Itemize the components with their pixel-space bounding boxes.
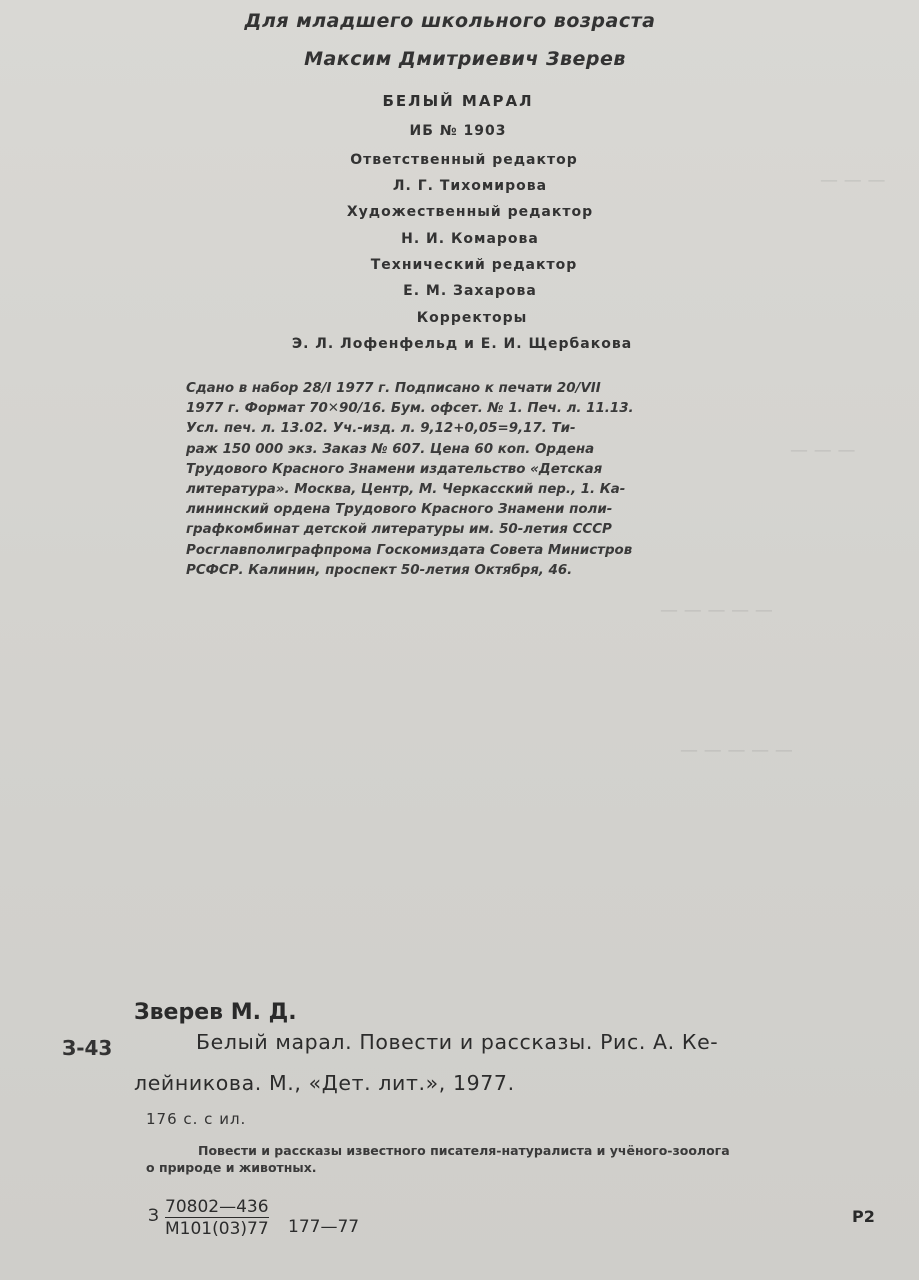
editor-role: Ответственный редактор — [350, 152, 578, 168]
ib-number: ИБ № 1903 — [409, 123, 507, 139]
catalog-author: Зверев М. Д. — [134, 1000, 297, 1025]
imprint-line: лининский ордена Трудового Красного Знамени поли- — [186, 502, 613, 518]
imprint-line: графкомбинат детской литературы им. 50-летия СССР — [186, 522, 612, 538]
imprint-line: 1977 г. Формат 70✕90/16. Бум. офсет. № 1. Печ. л. 11.13. — [186, 401, 634, 417]
imprint-line: Усл. печ. л. 13.02. Уч.-изд. л. 9,12+0,05=9,17. Ти- — [186, 421, 576, 437]
tech-editor-name: Е. М. Захарова — [403, 283, 537, 299]
imprint-line: Сдано в набор 28/I 1977 г. Подписано к печати 20/VII — [186, 381, 601, 396]
print-imprint — [186, 379, 751, 581]
annotation-line: Повести и рассказы известного писателя-натуралиста и учёного-зоолога — [198, 1143, 730, 1158]
author-full-name: Максим Дмитриевич Зверев — [304, 48, 626, 70]
show-through-mark: — — — — — — [680, 740, 793, 761]
show-through-mark: — — — — [820, 170, 886, 191]
index-tail: 177—77 — [288, 1217, 360, 1237]
annotation-line: о природе и животных. — [146, 1160, 317, 1175]
catalog-description-line2: лейникова. М., «Дет. лит.», 1977. — [134, 1071, 515, 1095]
imprint-line: Росглавполиграфпрома Госкомиздата Совета Министров — [186, 542, 633, 558]
index-prefix: З — [148, 1206, 159, 1226]
proofreaders-role: Корректоры — [416, 310, 528, 326]
bbk-code: Р2 — [852, 1207, 875, 1226]
editor-name: Л. Г. Тихомирова — [392, 178, 548, 194]
index-numerator: 70802—436 — [165, 1197, 269, 1217]
art-editor-role: Художественный редактор — [346, 204, 594, 220]
show-through-mark: — — — — [790, 440, 856, 461]
catalog-description-line1: Белый марал. Повести и рассказы. Рис. А. Ке- — [196, 1030, 719, 1054]
catalog-class-code: З-43 — [62, 1036, 113, 1060]
index-denominator: М101(03)77 — [165, 1219, 269, 1239]
imprint-line: раж 150 000 экз. Заказ № 607. Цена 60 коп. Ордена — [186, 441, 595, 457]
book-title: БЕЛЫЙ МАРАЛ — [382, 92, 534, 110]
imprint-line: Трудового Красного Знамени издательство «Детская — [186, 461, 603, 477]
proofreaders-names: Э. Л. Лофенфельд и Е. И. Щербакова — [291, 336, 633, 352]
age-group-label: Для младшего школьного возраста — [244, 10, 656, 32]
art-editor-name: Н. И. Комарова — [401, 231, 539, 247]
catalog-annotation — [146, 1142, 730, 1176]
catalog-pages: 176 с. с ил. — [146, 1110, 247, 1128]
imprint-line: РСФСР. Калинин, проспект 50-летия Октября, 46. — [186, 562, 573, 578]
show-through-mark: — — — — — — [660, 600, 773, 621]
imprint-line: литература». Москва, Центр, М. Черкасский пер., 1. Ка- — [186, 482, 626, 498]
tech-editor-role: Технический редактор — [370, 257, 578, 273]
